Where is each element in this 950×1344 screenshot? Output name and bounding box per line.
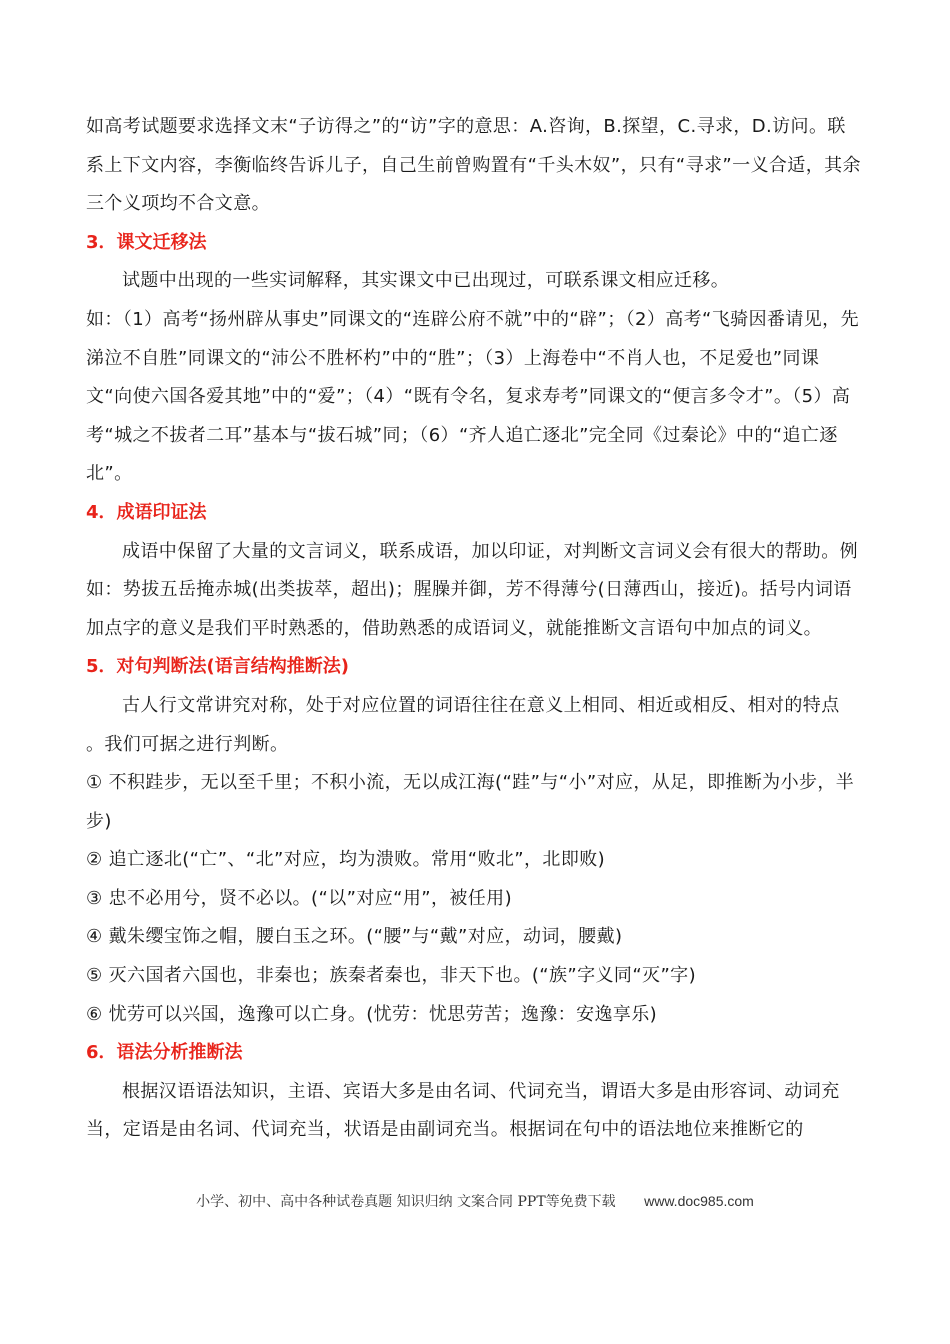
list-item: ② 追亡逐北(“亡”、“北”对应，均为溃败。常用“败北”，北即败) (86, 849, 606, 871)
list-item: ⑤ 灭六国者六国也，非秦也；族秦者秦也，非天下也。(“族”字义同“灭”字) (86, 965, 697, 987)
footer-text: 小学、初中、高中各种试卷真题 知识归纳 文案合同 PPT等免费下载 (196, 1194, 616, 1210)
list-item: ① 不积跬步，无以至千里；不积小流，无以成江海(“跬”与“小”对应，从足，即推断为小步，半步) (86, 772, 855, 832)
section-heading: 3．课文迁移法 (86, 231, 207, 253)
paragraph: 成语中保留了大量的文言词义，联系成语，加以印证，对判断文言词义会有很大的帮助。例如：势拔五岳掩赤城(出类拔萃，超出)；腥臊并御，芳不得薄兮(日薄西山，接近)。括号内词语加点字的意义是我们平时熟悉的，借助熟悉的成语词义，就能推断文言语句中加点的词义。 (86, 540, 858, 639)
document-body (86, 108, 862, 1150)
paragraph: 试题中出现的一些实词解释，其实课文中已出现过，可联系课文相应迁移。 (122, 270, 730, 292)
section-heading: 5．对句判断法(语言结构推断法) (86, 656, 349, 678)
paragraph: 古人行文常讲究对称，处于对应位置的词语往往在意义上相同、相近或相反、相对的特点 。我们可据之进行判断。 (86, 694, 840, 755)
section-heading: 4．成语印证法 (86, 501, 207, 523)
list-item: ③ 忠不必用兮，贤不必以。(“以”对应“用”，被任用) (86, 887, 513, 909)
section-heading: 6．语法分析推断法 (86, 1042, 243, 1064)
list-item: ⑥ 忧劳可以兴国，逸豫可以亡身。(忧劳：忧思劳苦；逸豫：安逸享乐) (86, 1003, 658, 1025)
page-footer (0, 1191, 950, 1211)
paragraph: 根据汉语语法知识，主语、宾语大多是由名词、代词充当，谓语大多是由形容词、动词充当，定语是由名词、代词充当，状语是由副词充当。根据词在句中的语法地位来推断它的 (86, 1080, 840, 1141)
paragraph: 如：（1）高考“扬州辟从事史”同课文的“连辟公府不就”中的“辟”；（2）高考“飞骑因番请见，先涕泣不自胜”同课文的“沛公不胜杯杓”中的“胜”；（3）上海卷中“不肖人也，不足爱也”同课文“向使六国各爱其地”中的“爱”；（4）“既有令名，复求寿考”同课文的“便言多令才”。（5）高考“城之不拔者二耳”基本与“拔石城”同；（6）“齐人追亡逐北”完全同《过秦论》中的“追亡逐北”。 (86, 308, 859, 485)
footer-url[interactable]: www.doc985.com (644, 1193, 754, 1209)
paragraph: 如高考试题要求选择文末“子访得之”的“访”字的意思：A.咨询，B.探望，C.寻求，D.访问。联系上下文内容，李衡临终告诉儿子，自己生前曾购置有“千头木奴”，只有“寻求”一义合适，其余三个义项均不合文意。 (86, 116, 861, 215)
list-item: ④ 戴朱缨宝饰之帽，腰白玉之环。(“腰”与“戴”对应，动词，腰戴) (86, 926, 623, 948)
